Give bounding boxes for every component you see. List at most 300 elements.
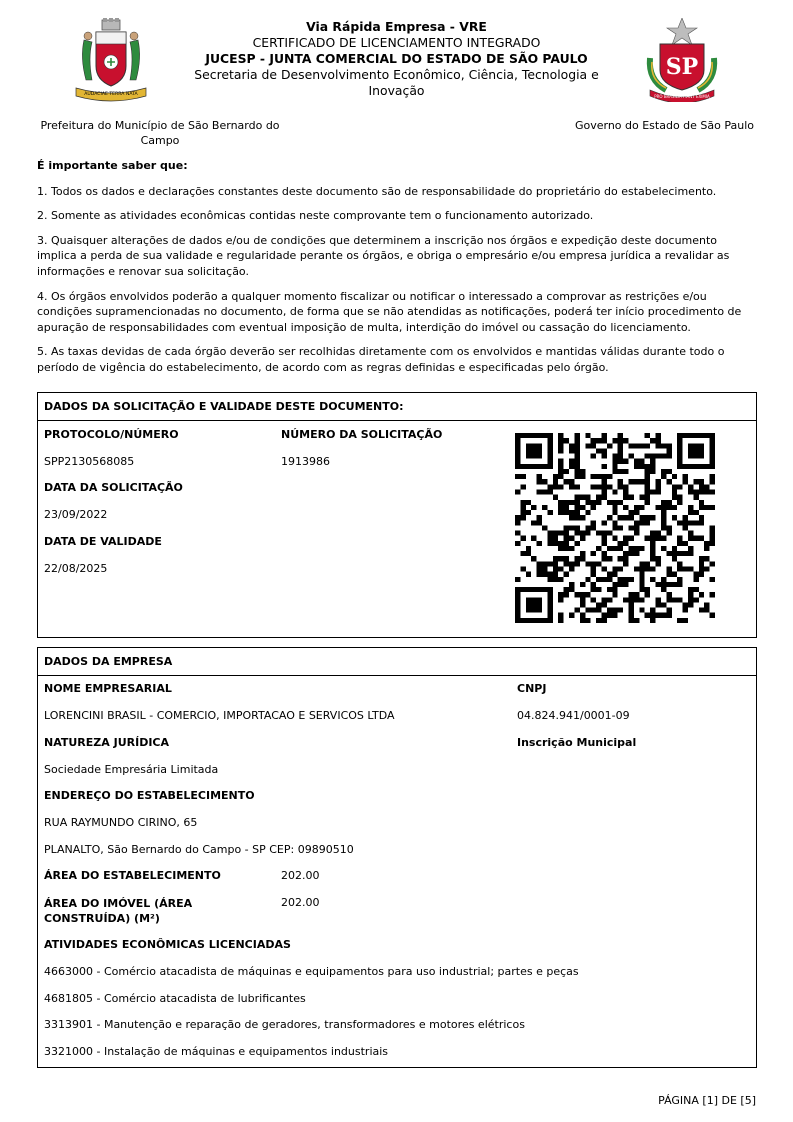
qr-module (710, 541, 715, 546)
qr-module (526, 500, 531, 505)
notes-title: É importante saber que: (37, 159, 188, 172)
qr-module (585, 525, 590, 530)
qr-module (558, 541, 563, 546)
qr-module (591, 438, 596, 443)
qr-module (666, 531, 671, 536)
qr-module (650, 459, 655, 464)
qr-module (553, 474, 558, 479)
qr-module (553, 567, 558, 572)
right-seal-letters: SP (665, 54, 699, 80)
qr-module (656, 582, 661, 587)
qr-module (520, 536, 525, 541)
qr-module (601, 474, 606, 479)
qr-module (677, 448, 682, 453)
qr-module (645, 443, 650, 448)
qr-module (623, 577, 628, 582)
qr-module (591, 500, 596, 505)
qr-module (580, 495, 585, 500)
qr-module (564, 561, 569, 566)
qr-module (612, 592, 617, 597)
qr-module (596, 531, 601, 536)
qr-module (558, 613, 563, 618)
solicitation-section-title: DADOS DA SOLICITAÇÃO E VALIDADE DESTE DOCUMENTO: (38, 393, 756, 421)
validity-date-value: 22/08/2025 (44, 562, 108, 575)
qr-module (515, 602, 520, 607)
qr-module (531, 464, 536, 469)
qr-module (537, 587, 542, 592)
qr-module (656, 489, 661, 494)
qr-module (677, 464, 682, 469)
qr-module (547, 602, 552, 607)
qr-module (656, 438, 661, 443)
qr-module (537, 608, 542, 613)
qr-module (520, 587, 525, 592)
qr-module (553, 572, 558, 577)
establishment-area-value: 202.00 (281, 869, 320, 882)
qr-module (645, 515, 650, 520)
qr-module (558, 531, 563, 536)
qr-module (677, 495, 682, 500)
qr-module (526, 510, 531, 515)
qr-module (564, 510, 569, 515)
qr-module (553, 541, 558, 546)
qr-module (688, 510, 693, 515)
qr-module (693, 495, 698, 500)
qr-module (639, 567, 644, 572)
qr-module (537, 474, 542, 479)
qr-module (542, 567, 547, 572)
qr-module (585, 577, 590, 582)
qr-module (612, 546, 617, 551)
qr-module (537, 479, 542, 484)
qr-module (634, 505, 639, 510)
qr-module (618, 454, 623, 459)
qr-module (601, 577, 606, 582)
qr-module (515, 577, 520, 582)
qr-module (677, 433, 682, 438)
qr-module (618, 541, 623, 546)
qr-module (666, 479, 671, 484)
qr-module (693, 443, 698, 448)
qr-module (531, 608, 536, 613)
qr-module (699, 479, 704, 484)
qr-module (547, 587, 552, 592)
qr-module (569, 561, 574, 566)
qr-module (699, 520, 704, 525)
qr-module (537, 541, 542, 546)
qr-module (672, 551, 677, 556)
qr-module (693, 479, 698, 484)
qr-module (683, 479, 688, 484)
qr-module (688, 464, 693, 469)
qr-module (634, 479, 639, 484)
qr-module (607, 608, 612, 613)
qr-module (515, 587, 520, 592)
qr-module (607, 531, 612, 536)
qr-module (612, 525, 617, 530)
qr-code (515, 433, 715, 623)
qr-module (661, 443, 666, 448)
right-seal-motto: PRO BRASILIA FIANT EXIMIA (654, 94, 710, 99)
qr-module (515, 608, 520, 613)
request-number-value: 1913986 (281, 455, 330, 468)
qr-module (564, 469, 569, 474)
qr-module (629, 608, 634, 613)
qr-module (591, 443, 596, 448)
qr-module (710, 479, 715, 484)
qr-module (612, 500, 617, 505)
qr-module (650, 454, 655, 459)
qr-module (537, 443, 542, 448)
qr-module (515, 515, 520, 520)
qr-module (558, 567, 563, 572)
qr-module (639, 495, 644, 500)
qr-module (569, 459, 574, 464)
qr-module (639, 479, 644, 484)
qr-module (710, 464, 715, 469)
qr-module (515, 531, 520, 536)
qr-module (601, 520, 606, 525)
qr-module (634, 546, 639, 551)
qr-module (639, 546, 644, 551)
qr-module (623, 495, 628, 500)
qr-module (580, 531, 585, 536)
qr-module (547, 464, 552, 469)
qr-module (547, 510, 552, 515)
qr-module (547, 572, 552, 577)
qr-module (661, 510, 666, 515)
qr-module (618, 525, 623, 530)
qr-module (699, 489, 704, 494)
qr-module (634, 567, 639, 572)
qr-module (710, 433, 715, 438)
qr-module (564, 479, 569, 484)
qr-module (710, 592, 715, 597)
qr-module (699, 592, 704, 597)
qr-module (547, 531, 552, 536)
qr-module (580, 613, 585, 618)
qr-module (661, 536, 666, 541)
qr-module (612, 454, 617, 459)
qr-module (688, 454, 693, 459)
qr-module (693, 520, 698, 525)
qr-module (623, 505, 628, 510)
qr-module (612, 567, 617, 572)
qr-module (591, 551, 596, 556)
qr-module (629, 618, 634, 623)
left-seal-motto: AUDACIAE TERRA NATA (84, 92, 138, 97)
qr-module (704, 505, 709, 510)
qr-module (656, 597, 661, 602)
qr-module (629, 597, 634, 602)
qr-module (569, 567, 574, 572)
protocol-label: PROTOCOLO/NÚMERO (44, 428, 179, 441)
qr-module (596, 438, 601, 443)
qr-module (547, 608, 552, 613)
qr-module (623, 597, 628, 602)
qr-module (661, 582, 666, 587)
qr-module (645, 500, 650, 505)
qr-module (672, 489, 677, 494)
qr-module (547, 541, 552, 546)
address-line-2: PLANALTO, São Bernardo do Campo - SP CEP: 09890510 (44, 843, 354, 856)
qr-module (558, 556, 563, 561)
qr-module (639, 505, 644, 510)
protocol-value: SPP2130568085 (44, 455, 135, 468)
qr-module (564, 536, 569, 541)
qr-module (591, 608, 596, 613)
qr-module (683, 618, 688, 623)
qr-module (693, 464, 698, 469)
qr-module (612, 520, 617, 525)
qr-module (574, 438, 579, 443)
qr-module (591, 484, 596, 489)
qr-module (710, 459, 715, 464)
qr-module (688, 536, 693, 541)
qr-module (569, 525, 574, 530)
qr-module (688, 484, 693, 489)
qr-module (639, 515, 644, 520)
qr-module (596, 602, 601, 607)
qr-module (596, 546, 601, 551)
note-item-5: 5. As taxas devidas de cada órgão deverão ser recolhidas diretamente com os envolvidos e mantidas válidas durante todo o período de vigência do estabelecimento, de acordo com as regras definidas e especificadas pelo órgão. (37, 345, 725, 374)
qr-module (645, 469, 650, 474)
qr-module (558, 464, 563, 469)
qr-module (629, 551, 634, 556)
qr-module (688, 443, 693, 448)
qr-module (704, 602, 709, 607)
qr-module (688, 567, 693, 572)
qr-module (547, 454, 552, 459)
qr-module (704, 464, 709, 469)
qr-module (634, 551, 639, 556)
qr-module (591, 567, 596, 572)
qr-module (629, 613, 634, 618)
qr-module (553, 484, 558, 489)
qr-module (693, 572, 698, 577)
qr-module (645, 454, 650, 459)
establishment-area-label: ÁREA DO ESTABELECIMENTO (44, 869, 221, 882)
qr-module (601, 454, 606, 459)
qr-module (601, 556, 606, 561)
qr-module (677, 484, 682, 489)
qr-module (537, 489, 542, 494)
qr-module (672, 597, 677, 602)
qr-module (629, 546, 634, 551)
qr-module (520, 433, 525, 438)
qr-module (601, 536, 606, 541)
qr-module (618, 433, 623, 438)
qr-module (601, 597, 606, 602)
qr-module (666, 500, 671, 505)
qr-module (661, 454, 666, 459)
qr-module (607, 474, 612, 479)
qr-module (650, 577, 655, 582)
qr-module (612, 536, 617, 541)
qr-module (607, 587, 612, 592)
qr-module (656, 484, 661, 489)
qr-module (704, 484, 709, 489)
legal-nature-label: NATUREZA JURÍDICA (44, 736, 170, 749)
property-area-label: ÁREA DO IMÓVEL (ÁREA CONSTRUÍDA) (M²) (44, 897, 193, 925)
qr-module (515, 520, 520, 525)
qr-module (683, 541, 688, 546)
qr-module (601, 464, 606, 469)
qr-module (601, 438, 606, 443)
qr-module (569, 484, 574, 489)
qr-module (699, 448, 704, 453)
qr-module (601, 489, 606, 494)
qr-module (634, 510, 639, 515)
qr-module (639, 582, 644, 587)
qr-module (542, 561, 547, 566)
qr-module (574, 561, 579, 566)
page-number: PÁGINA [1] DE [5] (658, 1094, 756, 1107)
qr-module (688, 520, 693, 525)
qr-module (699, 484, 704, 489)
qr-module (699, 536, 704, 541)
qr-module (558, 474, 563, 479)
qr-module (634, 520, 639, 525)
qr-module (629, 495, 634, 500)
qr-module (699, 433, 704, 438)
qr-module (542, 464, 547, 469)
qr-module (591, 454, 596, 459)
qr-module (650, 546, 655, 551)
qr-module (704, 433, 709, 438)
document-header (180, 19, 613, 99)
qr-module (574, 556, 579, 561)
qr-module (634, 531, 639, 536)
qr-module (591, 572, 596, 577)
qr-module (623, 438, 628, 443)
qr-module (564, 505, 569, 510)
qr-module (710, 438, 715, 443)
qr-module (612, 510, 617, 515)
qr-module (693, 510, 698, 515)
qr-module (596, 618, 601, 623)
qr-module (612, 459, 617, 464)
qr-module (618, 567, 623, 572)
qr-module (542, 489, 547, 494)
qr-module (574, 592, 579, 597)
qr-module (666, 567, 671, 572)
note-item-2: 2. Somente as atividades econômicas contidas neste comprovante tem o funcionamento autorizado. (37, 209, 594, 223)
qr-module (639, 597, 644, 602)
qr-module (661, 469, 666, 474)
qr-module (639, 561, 644, 566)
qr-module (515, 443, 520, 448)
qr-module (596, 500, 601, 505)
qr-module (683, 567, 688, 572)
qr-module (634, 459, 639, 464)
qr-module (634, 525, 639, 530)
qr-module (612, 608, 617, 613)
qr-module (699, 443, 704, 448)
qr-module (569, 464, 574, 469)
qr-module (634, 618, 639, 623)
qr-module (710, 474, 715, 479)
qr-module (704, 567, 709, 572)
qr-module (515, 613, 520, 618)
qr-module (639, 587, 644, 592)
qr-module (596, 587, 601, 592)
qr-module (596, 484, 601, 489)
qr-module (531, 597, 536, 602)
qr-module (591, 520, 596, 525)
cnpj-value: 04.824.941/0001-09 (517, 709, 630, 722)
qr-module (591, 474, 596, 479)
qr-module (585, 531, 590, 536)
qr-module (710, 443, 715, 448)
activities-label: ATIVIDADES ECONÔMICAS LICENCIADAS (44, 938, 291, 951)
qr-module (569, 448, 574, 453)
qr-module (574, 443, 579, 448)
qr-module (612, 489, 617, 494)
qr-module (634, 443, 639, 448)
qr-module (677, 597, 682, 602)
qr-module (666, 597, 671, 602)
qr-module (656, 536, 661, 541)
header-line-1: Via Rápida Empresa - VRE (306, 19, 487, 34)
qr-module (666, 448, 671, 453)
qr-module (569, 510, 574, 515)
qr-module (553, 577, 558, 582)
qr-module (629, 592, 634, 597)
qr-module (547, 448, 552, 453)
qr-module (693, 597, 698, 602)
qr-module (693, 433, 698, 438)
qr-module (612, 613, 617, 618)
qr-module (574, 454, 579, 459)
qr-module (569, 515, 574, 520)
qr-module (661, 505, 666, 510)
qr-module (618, 438, 623, 443)
qr-module (677, 438, 682, 443)
qr-module (634, 464, 639, 469)
qr-module (526, 443, 531, 448)
qr-module (537, 618, 542, 623)
qr-module (574, 525, 579, 530)
qr-module (645, 561, 650, 566)
qr-module (607, 613, 612, 618)
qr-module (574, 469, 579, 474)
qr-module (688, 489, 693, 494)
header-line-3: JUCESP - JUNTA COMERCIAL DO ESTADO DE SÃO PAULO (205, 51, 588, 66)
qr-module (542, 572, 547, 577)
qr-module (683, 551, 688, 556)
qr-module (574, 474, 579, 479)
qr-module (661, 546, 666, 551)
qr-module (672, 572, 677, 577)
legal-nature-value: Sociedade Empresária Limitada (44, 763, 219, 776)
qr-module (645, 484, 650, 489)
qr-module (693, 577, 698, 582)
qr-module (580, 618, 585, 623)
qr-module (710, 561, 715, 566)
qr-module (542, 525, 547, 530)
qr-module (526, 546, 531, 551)
qr-module (666, 608, 671, 613)
request-date-label: DATA DA SOLICITAÇÃO (44, 481, 183, 494)
qr-module (564, 541, 569, 546)
qr-module (542, 505, 547, 510)
qr-module (645, 489, 650, 494)
qr-module (683, 608, 688, 613)
qr-module (607, 572, 612, 577)
qr-module (580, 592, 585, 597)
qr-module (672, 474, 677, 479)
